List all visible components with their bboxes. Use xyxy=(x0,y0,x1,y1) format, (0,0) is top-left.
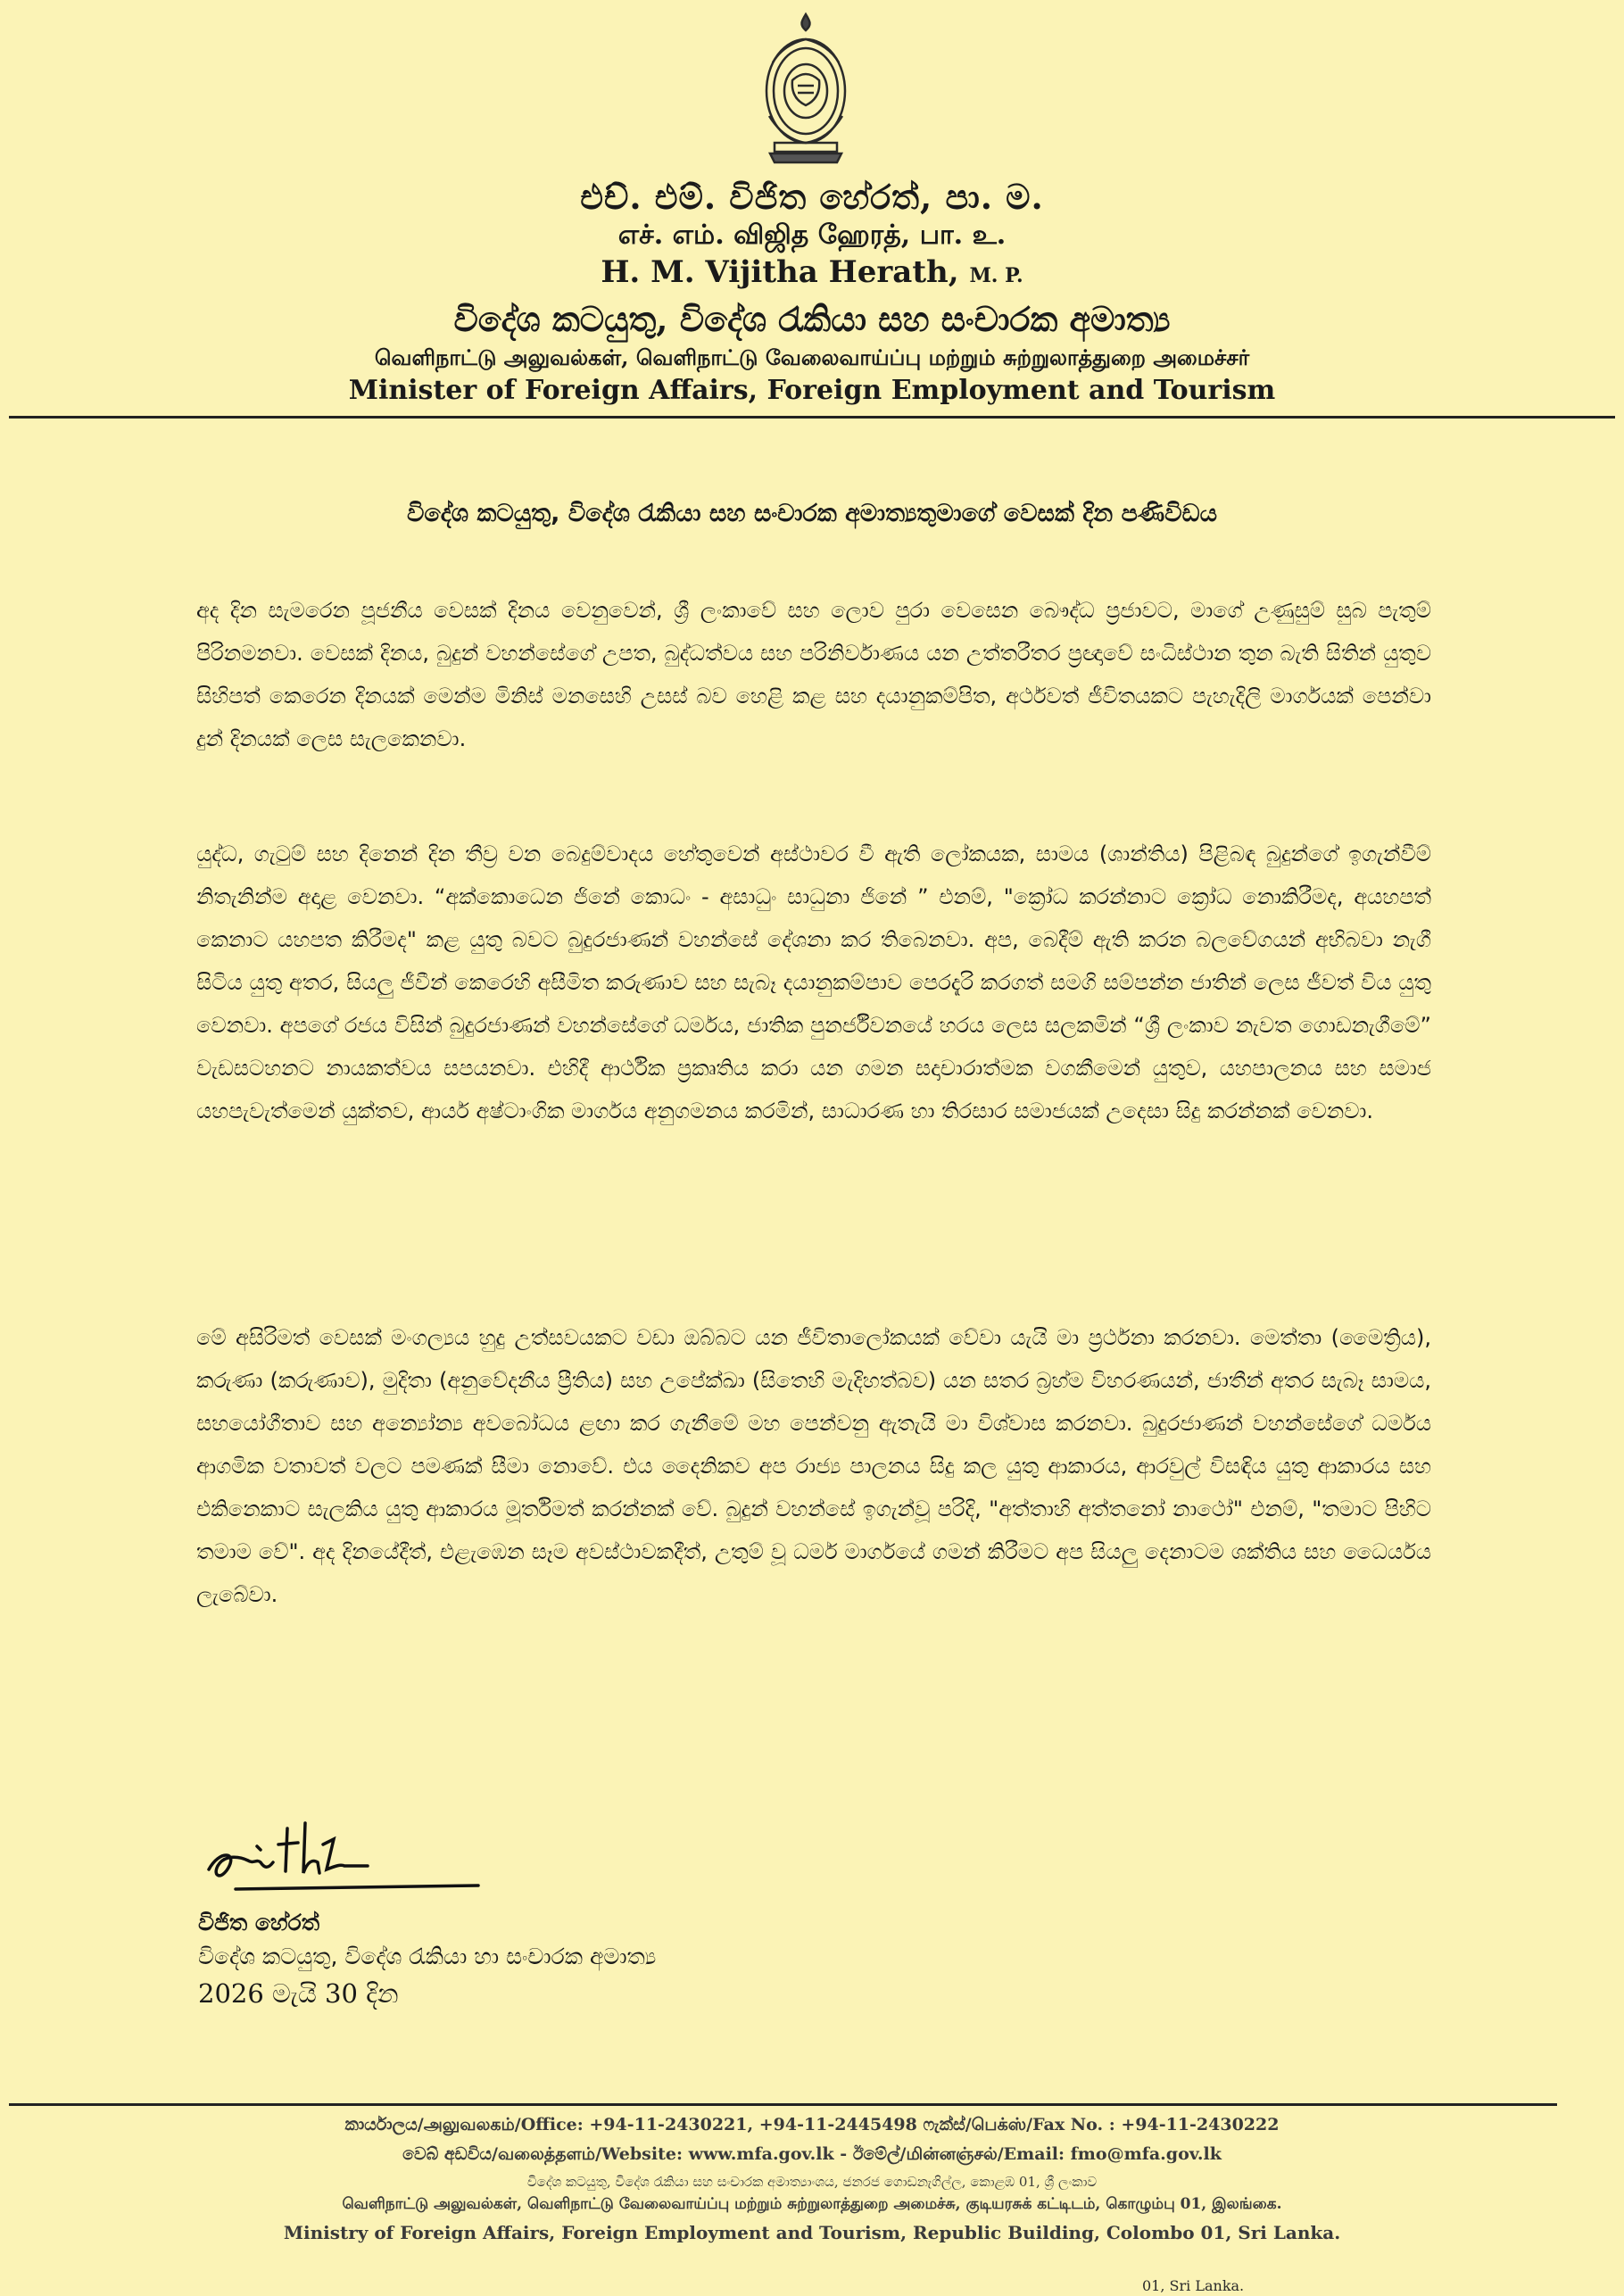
letterhead-name-english-text: H. M. Vijitha Herath, xyxy=(601,254,959,290)
handwritten-signature xyxy=(202,1807,496,1905)
footer-contact-phone: කාර්යාලය/அலுவலகம்/Office: +94-11-2430221, +94-11-2445498 ෆැක්ස්/பெக்ஸ்/Fax No. : +94-11-2430222 xyxy=(344,2115,1280,2134)
footer-contact-web: වෙබ් අඩවිය/வலைத்தளம்/Website: www.mfa.gov.lk - ඊමේල්/மின்னஞ்சல்/Email: fmo@mfa.gov.lk xyxy=(402,2144,1222,2164)
letter-date: 2026 මැයි 30 දින xyxy=(198,1978,399,2009)
letterhead-name-english xyxy=(187,254,1437,290)
letterhead-divider xyxy=(9,416,1615,419)
message-title: විදේශ කටයුතු, විදේශ රැකියා සහ සංචාරක අමාත්‍යතුමාගේ වෙසක් දින පණිවිඩය xyxy=(406,500,1218,527)
letterhead-name-sinhala: එච්. එම්. විජිත හේරත්, පා. ම. xyxy=(580,177,1044,217)
signatory-name: විජිත හේරත් xyxy=(198,1910,320,1935)
footer-overprint-text: 01, Sri Lanka. xyxy=(1142,2277,1245,2294)
letterhead-title-tamil: வெளிநாட்டு அலுவல்கள், வெளிநாட்டு வேலைவாய்ப்பு மற்றும் சுற்றுலாத்துறை அமைச்சர் xyxy=(374,344,1250,370)
footer-address-tamil: வெளிநாட்டு அலுவல்கள், வெளிநாட்டு வேலைவாய்ப்பு மற்றும் சுற்றுலாத்துறை அமைச்சு, குடியரசுக் கட்டிடம், கொழும்பு 01, இலங்கை. xyxy=(342,2195,1282,2213)
letterhead-title-english: Minister of Foreign Affairs, Foreign Employment and Tourism xyxy=(348,375,1276,406)
letterhead-mp-suffix: M. P. xyxy=(969,264,1023,287)
letterhead-name-tamil: எச். எம். விஜித ஹேரத், பா. உ. xyxy=(617,220,1007,251)
letterhead-title-sinhala: විදේශ කටයුතු, විදේශ රැකියා සහ සංචාරක අමාත්‍ය xyxy=(453,299,1171,339)
footer-divider xyxy=(9,2103,1557,2106)
message-paragraph-3: මේ අසිරිමත් වෙසක් මංගල්‍යය හුදු උත්සවයකට වඩා ඔබ්බට යන ජීවිතාලෝකයක් වේවා යැයි මා ප්‍රර්ථනා කරනවා. මෙත්තා (මෛත්‍රිය), කරුණා (කරුණාව), මුදිතා (අනුවේදනීය ප්‍රීතිය) සහ උපේක්ඛා (සිතෙහි මැදිහත්බව) යන සතර බ්‍රහ්ම විහරණයන්, ජාතීන් අතර සැබෑ සාමය, සහයෝගීතාව සහ අන්‍යෝන්‍ය අවබෝධය ළඟා කර ගැනීමේ මහ පෙන්වනු ඇතැයි මා විශ්වාස කරනවා. බුදුරජාණන් වහන්සේගේ ධර්මය ආගමික වතාවත් වලට පමණක් සීමා නොවේ. එය දෛනිකව අප රාජ්‍ය පාලනය සිදු කල යුතු ආකාරය, ආරවුල් විසඳිය යුතු ආකාරය සහ එකිනෙකාට සැලකිය යුතු ආකාරය මූර්තිමත් කරන්නක් වේ. බුදුන් වහන්සේ ඉගැන්වූ පරිදි, "අත්තාහි අත්තනෝ නාථෝ" එනම්, "තමාට පිහිට තමාම වේ". අද දිනයේදීත්, එළැඹෙන සෑම අවස්ථාවකදීත්, උතුම් වූ ධර්ම මාර්ගයේ ගමන් කිරීමට අප සියලු දෙනාටම ශක්තිය සහ ධෛර්යය ලැබේවා. xyxy=(196,1325,1431,1607)
signatory-role: විදේශ කටයුතු, විදේශ රැකියා හා සංචාරක අමාත්‍ය xyxy=(198,1944,657,1969)
footer-address-english: Ministry of Foreign Affairs, Foreign Employment and Tourism, Republic Building, Colombo 01, Sri Lanka. xyxy=(283,2222,1341,2243)
sri-lanka-emblem-icon xyxy=(757,9,855,166)
message-paragraph-2: යුද්ධ, ගැටුම් සහ දිනෙන් දින තීව්‍ර වන බෙදුම්වාදය හේතුවෙන් අස්ථාවර වී ඇති ලෝකයක, සාමය (ශාන්තිය) පිළිබඳ බුදුන්ගේ ඉගැන්වීම් නිතැනින්ම අදාළ වෙනවා. “අක්කොධෙන ජිනේ කොධං - අසාධුං සාධුනා ජිනේ ” එනම්, "ක්‍රෝධ කරන්නාට ක්‍රෝධ නොකිරීමද, අයහපත් කෙනාට යහපත කිරීමද" කළ යුතු බවට බුදුරජාණන් වහන්සේ දේශනා කර තිබෙනවා. අප, බෙදීම් ඇති කරන බලවේගයන් අභිබවා නැගී සිටිය යුතු අතර, සියලු ජීවීන් කෙරෙහි අසීමිත කරුණාව සහ සැබෑ දයානුකම්පාව පෙරදැරි කරගත් සමගි සම්පන්න ජාතින් ලෙස ජීවත් විය යුතු වෙනවා. අපගේ රජය විසින් බුදුරජාණන් වහන්සේගේ ධර්මය, ජාතික පුනර්ජීවනයේ හරය ලෙස සලකමින් “ශ්‍රී ලංකාව නැවත ගොඩනැගීමේ” වැඩසටහනට නායකත්වය සපයනවා. එහිදී ආර්ථික ප්‍රකෘතිය කරා යන ගමන සදාචාරාත්මක වගකීමෙන් යුතුව, යහපාලනය සහ සමාජ යහපැවැත්මෙන් යුක්තව, ආර්ය අෂ්ටාංගික මාර්ගය අනුගමනය කරමින්, සාධාරණ හා තිරසාර සමාජයක් උදෙසා සිදු කරන්නක් වෙනවා. xyxy=(196,841,1431,1123)
message-paragraph-1: අද දින සැමරෙන පූජනීය වෙසක් දිනය වෙනුවෙන්, ශ්‍රී ලංකාවේ සහ ලොව පුරා වෙසෙන බෞද්ධ ප්‍රජාවට, මාගේ උණුසුම් සුබ පැතුම් පිරිනමනවා. වෙසක් දිනය, බුදුන් වහන්සේගේ උපත, බුද්ධත්වය සහ පරිනිර්වාණය යන උත්තරීතර ප්‍රඥාවේ සංධිස්ථාන තුන බැති සිතින් යුතුව සිහිපත් කෙරෙන දිනයක් මෙන්ම මිනිස් මනසෙහි උසස් බව හෙළි කළ සහ දයානුකම්පිත, අර්ථවත් ජීවිතයකට පැහැදිලි මාර්ගයක් පෙන්වා දුන් දිනයක් ලෙස සැලකෙනවා. xyxy=(196,598,1431,751)
footer-address-sinhala: විදේශ කටයුතු, විදේශ රැකියා සහ සංචාරක අමාත්‍යාංශය, ජනරජ ගොඩනැගිල්ල, කොළඹ 01, ශ්‍රී ලංකාව xyxy=(526,2174,1098,2190)
